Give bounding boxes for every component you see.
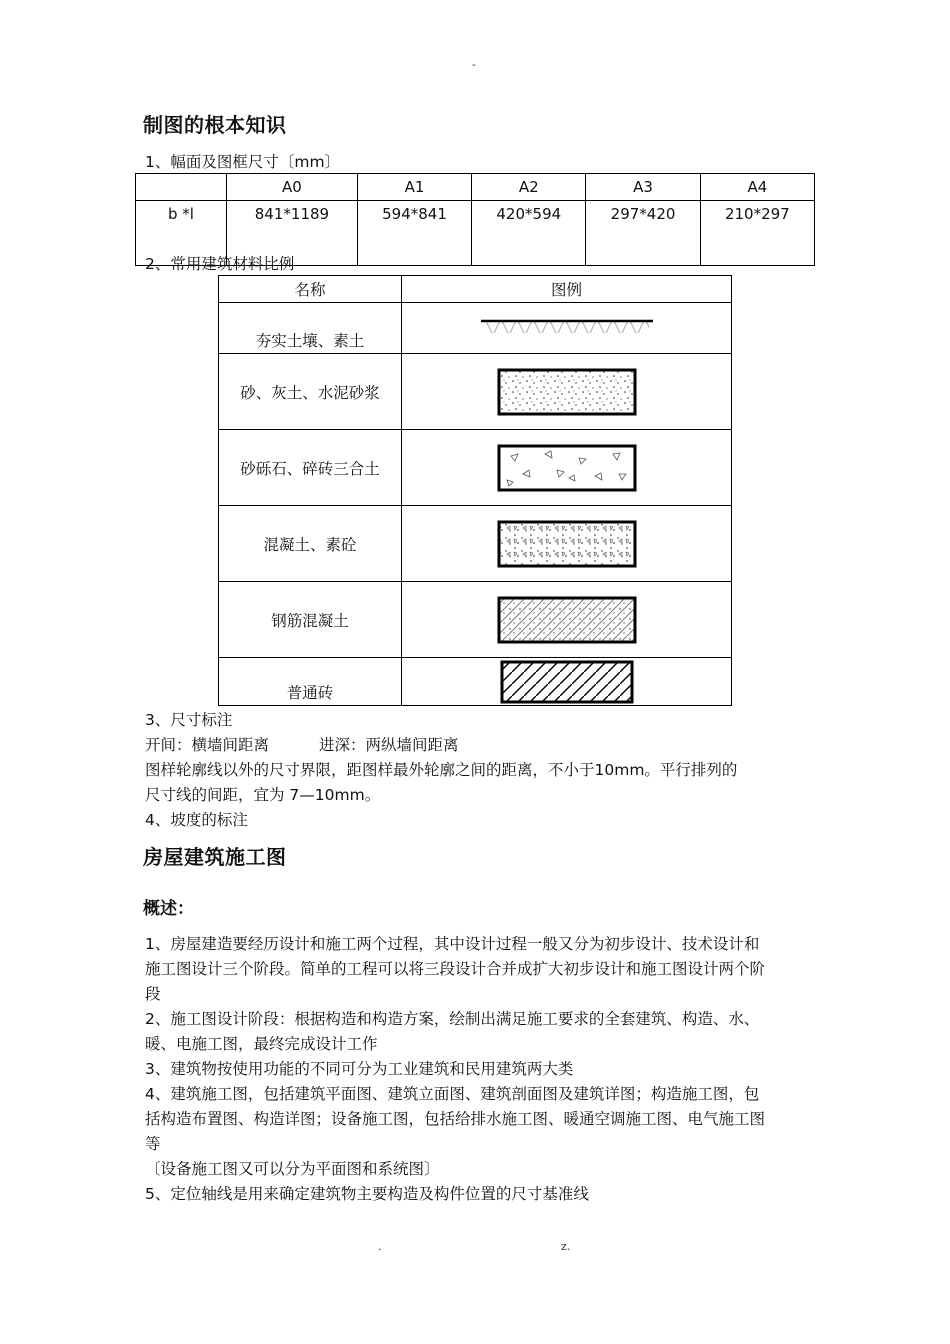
material-name: 砂砾石、碎砖三合土 <box>219 430 402 506</box>
legend-cell <box>402 354 732 430</box>
s3-paragraph-line: 尺寸线的间距，宜为 7—10mm。 <box>145 786 381 804</box>
reinforced-concrete-pattern-icon <box>497 596 637 644</box>
kaijian-def: 开间：横墙间距离 <box>145 736 270 754</box>
text-line: 段 <box>145 985 161 1003</box>
text-line: 括构造布置图、构造详图；设备施工图，包括给排水施工图、暖通空调施工图、电气施工图 <box>145 1110 766 1128</box>
brick-pattern-icon <box>500 660 634 704</box>
table-cell: 210*297 <box>700 201 814 266</box>
text-line: 〔设备施工图又可以分为平面图和系统图〕 <box>145 1160 440 1178</box>
table-cell: 297*420 <box>586 201 700 266</box>
legend-cell <box>402 506 732 582</box>
s2-heading: 2、常用建筑材料比例 <box>145 255 295 273</box>
material-name: 混凝土、素砼 <box>219 506 402 582</box>
s3-paragraph-line: 图样轮廓线以外的尺寸界限，距图样最外轮廓之间的距离，不小于10mm。平行排列的 <box>145 761 738 779</box>
table-row <box>219 303 732 354</box>
text-line: 等 <box>145 1135 161 1153</box>
sand-pattern-icon <box>497 368 637 416</box>
table-row <box>219 582 732 658</box>
table-cell: 841*1189 <box>227 201 358 266</box>
table-header-cell: A1 <box>357 174 471 201</box>
table-header-cell: 图例 <box>402 276 732 303</box>
table-header-cell <box>136 174 227 201</box>
material-name: 钢筋混凝土 <box>219 582 402 658</box>
material-legend-table <box>218 275 732 706</box>
footer-right-mark: z. <box>561 1240 571 1253</box>
s3-heading: 3、尺寸标注 <box>145 711 233 729</box>
material-name: 砂、灰土、水泥砂浆 <box>219 354 402 430</box>
overview-body <box>145 932 825 1207</box>
table-row <box>219 430 732 506</box>
table-header-row <box>219 276 732 303</box>
text-line: 4、建筑施工图，包括建筑平面图、建筑立面图、建筑剖面图及建筑详图；构造施工图，包 <box>145 1085 760 1103</box>
overview-heading: 概述： <box>143 899 194 919</box>
s4-heading: 4、坡度的标注 <box>145 811 248 829</box>
text-line: 1、房屋建造要经历设计和施工两个过程，其中设计过程一般又分为初步设计、技术设计和 <box>145 935 760 953</box>
table-row <box>219 354 732 430</box>
material-name: 夯实土壤、素土 <box>219 303 402 354</box>
table-header-cell: A2 <box>472 174 586 201</box>
table-row-label: b *l <box>136 201 227 266</box>
table-cell: 594*841 <box>357 201 471 266</box>
s1-heading: 1、幅面及图框尺寸〔mm〕 <box>145 153 341 171</box>
section-title-construction: 房屋建筑施工图 <box>143 845 287 869</box>
compacted-soil-pattern-icon <box>477 303 657 333</box>
legend-cell <box>402 303 732 354</box>
legend-cell <box>402 430 732 506</box>
material-name: 普通砖 <box>219 658 402 706</box>
table-row <box>219 658 732 706</box>
table-header-cell: 名称 <box>219 276 402 303</box>
text-line: 施工图设计三个阶段。简单的工程可以将三段设计合并成扩大初步设计和施工图设计两个阶 <box>145 960 766 978</box>
gravel-pattern-icon <box>497 444 637 492</box>
table-header-cell: A0 <box>227 174 358 201</box>
table-cell: 420*594 <box>472 201 586 266</box>
text-line: 3、建筑物按使用功能的不同可分为工业建筑和民用建筑两大类 <box>145 1060 574 1078</box>
jinshen-def: 进深：两纵墙间距离 <box>319 736 459 754</box>
concrete-pattern-icon <box>497 520 637 568</box>
text-line: 2、施工图设计阶段：根据构造和构造方案，绘制出满足施工要求的全套建筑、构造、水、 <box>145 1010 760 1028</box>
table-row <box>219 506 732 582</box>
table-header-row <box>136 174 815 201</box>
table-header-cell: A4 <box>700 174 814 201</box>
footer-left-mark: . <box>378 1240 382 1253</box>
header-mark: - <box>472 58 476 71</box>
table-header-cell: A3 <box>586 174 700 201</box>
text-line: 5、定位轴线是用来确定建筑物主要构造及构件位置的尺寸基准线 <box>145 1185 589 1203</box>
legend-cell <box>402 582 732 658</box>
text-line: 暖、电施工图，最终完成设计工作 <box>145 1035 378 1053</box>
section-title-drafting: 制图的根本知识 <box>143 113 287 137</box>
legend-cell <box>402 658 732 706</box>
